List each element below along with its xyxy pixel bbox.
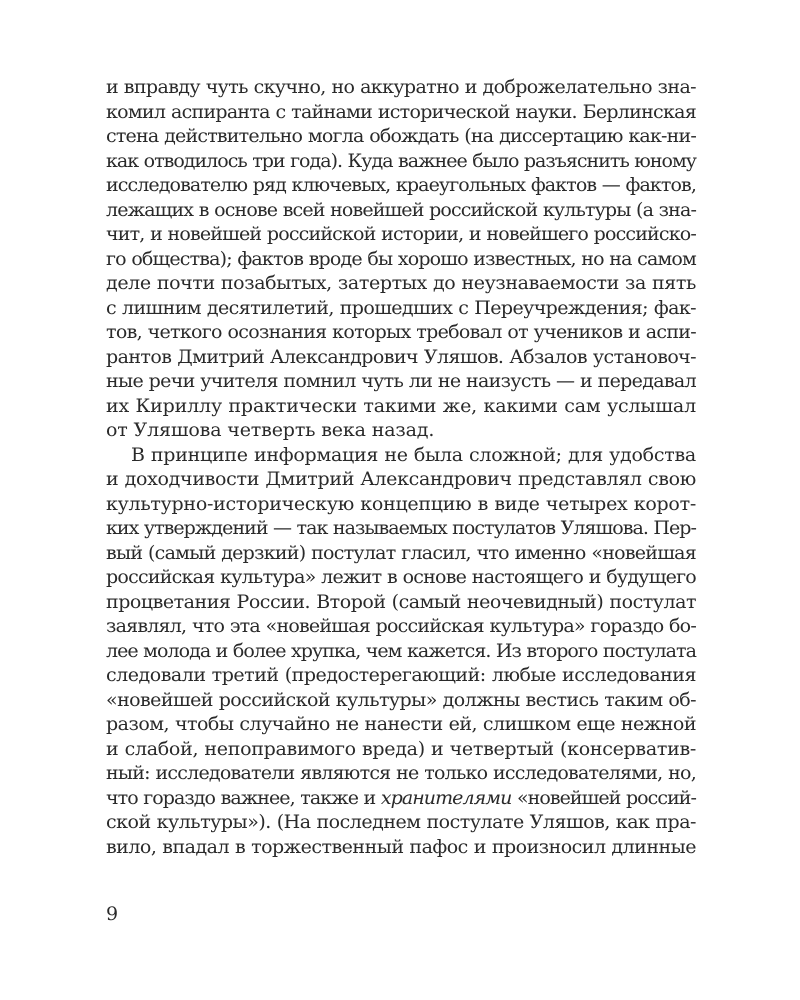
body-text [106, 75, 696, 859]
line-text-after-italic: «новейшей россий- [511, 786, 696, 809]
line-text-before-italic: что гораздо важнее, также и [106, 786, 381, 809]
paragraph-line: разом, чтобы случайно не нанести ей, слишком еще нежной [106, 713, 696, 735]
paragraph-line: исследователю ряд ключевых, краеугольных фактов — фактов, [106, 174, 696, 196]
paragraph-line: с лишним десятилетий, прошедших с Переучреждения; фак- [106, 296, 696, 319]
paragraph-line: тов, четкого осознания которых требовал от учеников и аспи- [106, 321, 696, 343]
paragraph-line: ской культуры»). (На последнем постулате Уляшов, как пра- [106, 811, 696, 833]
paragraph-line: культурно-историческую концепцию в виде четырех корот- [106, 492, 696, 515]
italic-emphasis: хранителями [380, 786, 512, 809]
paragraph-line: комил аспиранта с тайнами исторической науки. Берлинская [106, 100, 696, 123]
paragraph-line-with-italic [106, 786, 696, 811]
paragraph-line: ких утверждений — так называемых постулатов Уляшова. Пер- [106, 517, 696, 539]
paragraph-line: вило, впадал в торжественный пафос и произносил длинные [106, 835, 696, 858]
paragraph-line: го общества); фактов вроде бы хорошо известных, но на самом [106, 247, 696, 270]
paragraph-line: деле почти позабытых, затертых до неузнаваемости за пять [106, 272, 696, 294]
paragraph-line: заявлял, что эта «новейшая российская культура» гораздо бо- [106, 615, 696, 637]
paragraph-line: лежащих в основе всей новейшей российской культуры (а зна- [106, 198, 696, 221]
paragraph-line: вый (самый дерзкий) постулат гласил, что именно «новейшая [106, 541, 696, 564]
paragraph-line: следовали третий (предостерегающий: любые исследования [106, 664, 696, 686]
paragraph-line: и слабой, непоправимого вреда) и четвертый (консерватив- [106, 737, 696, 760]
paragraph-line: процветания России. Второй (самый неочевидный) постулат [106, 590, 696, 613]
paragraph-line: стена действительно могла обождать (на диссертацию как-ни- [106, 125, 696, 147]
paragraph-line: В принципе информация не была сложной; для удобства [131, 443, 696, 466]
paragraph-line: лее молода и более хрупка, чем кажется. Из второго постулата [106, 639, 696, 662]
paragraph-line: ный: исследователи являются не только исследователями, но, [106, 762, 696, 784]
page-number: 9 [106, 903, 119, 925]
paragraph-line: чит, и новейшей российской истории, и новейшего российско- [106, 223, 696, 245]
paragraph-line: от Уляшова четверть века назад. [106, 419, 435, 441]
paragraph-line: российская культура» лежит в основе настоящего и будущего [106, 566, 696, 588]
paragraph-line: и вправду чуть скучно, но аккуратно и доброжелательно зна- [106, 76, 696, 98]
paragraph-line: как отводилось три года). Куда важнее было разъяснить юному [106, 149, 696, 172]
paragraph-line: «новейшей российской культуры» должны вестись таким об- [106, 688, 696, 711]
paragraph-line: их Кириллу практически такими же, какими сам услышал [106, 394, 696, 417]
paragraph-line: ные речи учителя помнил чуть ли не наизусть — и передавал [106, 370, 696, 392]
paragraph-line: и доходчивости Дмитрий Александрович представлял свою [106, 468, 696, 490]
paragraph-line: рантов Дмитрий Александрович Уляшов. Абзалов установоч- [106, 345, 696, 368]
